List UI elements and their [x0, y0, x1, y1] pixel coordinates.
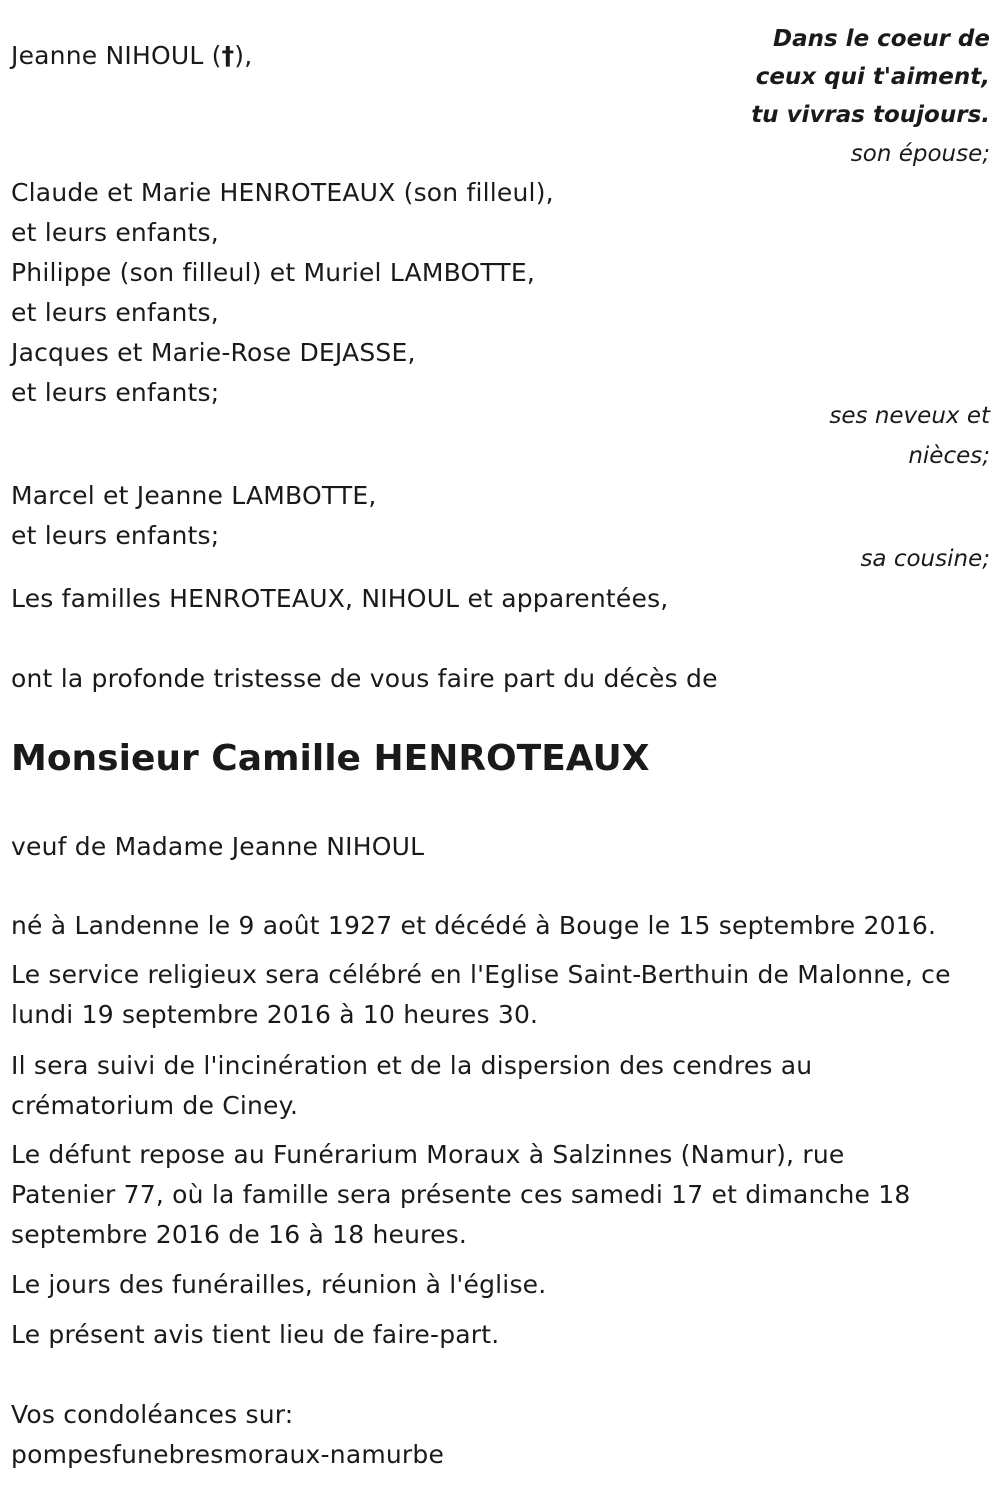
cousin-line: et leurs enfants; [11, 521, 220, 550]
birth-death-line: né à Landenne le 9 août 1927 et décédé à Bouge le 15 septembre 2016. [11, 911, 937, 940]
quote-line-2: ceux qui t'aiment, [755, 64, 990, 90]
service-line: lundi 19 septembre 2016 à 10 heures 30. [11, 1000, 539, 1029]
cremation-line: Il sera suivi de l'incinération et de la dispersion des cendres au [11, 1051, 813, 1080]
rest-line: septembre 2016 de 16 à 18 heures. [11, 1220, 468, 1249]
rest-line: Patenier 77, où la famille sera présente ces samedi 17 et dimanche 18 [11, 1180, 911, 1209]
spouse-role: son épouse; [850, 141, 990, 167]
nephews-role-line-2: nièces; [908, 443, 990, 469]
rest-line: Le défunt repose au Funérarium Moraux à Salzinnes (Namur), rue [11, 1140, 845, 1169]
nephew-line: Claude et Marie HENROTEAUX (son filleul), [11, 178, 554, 207]
nephew-line: et leurs enfants, [11, 218, 219, 247]
spouse-prefix: Jeanne NIHOUL ( [11, 41, 222, 70]
funeral-day-line: Le jours des funérailles, réunion à l'église. [11, 1270, 547, 1299]
condolences-site-link[interactable]: pompesfunebresmoraux-namurbe [11, 1440, 445, 1469]
nephew-line: Jacques et Marie-Rose DEJASSE, [11, 338, 416, 367]
cousin-line: Marcel et Jeanne LAMBOTTE, [11, 481, 377, 510]
cremation-line: crématorium de Ciney. [11, 1091, 299, 1120]
quote-line-3: tu vivras toujours. [751, 102, 990, 128]
service-line: Le service religieux sera célébré en l'Eglise Saint-Berthuin de Malonne, ce [11, 960, 951, 989]
condolences-label: Vos condoléances sur: [11, 1400, 294, 1429]
spouse-line [11, 36, 252, 76]
cousin-role: sa cousine; [860, 546, 990, 572]
nephew-line: et leurs enfants, [11, 298, 219, 327]
deceased-name: Monsieur Camille HENROTEAUX [11, 738, 650, 779]
nephews-role-line-1: ses neveux et [829, 403, 990, 429]
notice-line: Le présent avis tient lieu de faire-part. [11, 1320, 500, 1349]
cross-icon: † [221, 41, 235, 70]
widower-line: veuf de Madame Jeanne NIHOUL [11, 832, 425, 861]
nephew-line: et leurs enfants; [11, 378, 220, 407]
families-line: Les familles HENROTEAUX, NIHOUL et apparentées, [11, 584, 669, 613]
spouse-suffix: ), [234, 41, 253, 70]
announcement-line: ont la profonde tristesse de vous faire part du décès de [11, 664, 718, 693]
quote-line-1: Dans le coeur de [773, 26, 990, 52]
nephew-line: Philippe (son filleul) et Muriel LAMBOTTE, [11, 258, 536, 287]
